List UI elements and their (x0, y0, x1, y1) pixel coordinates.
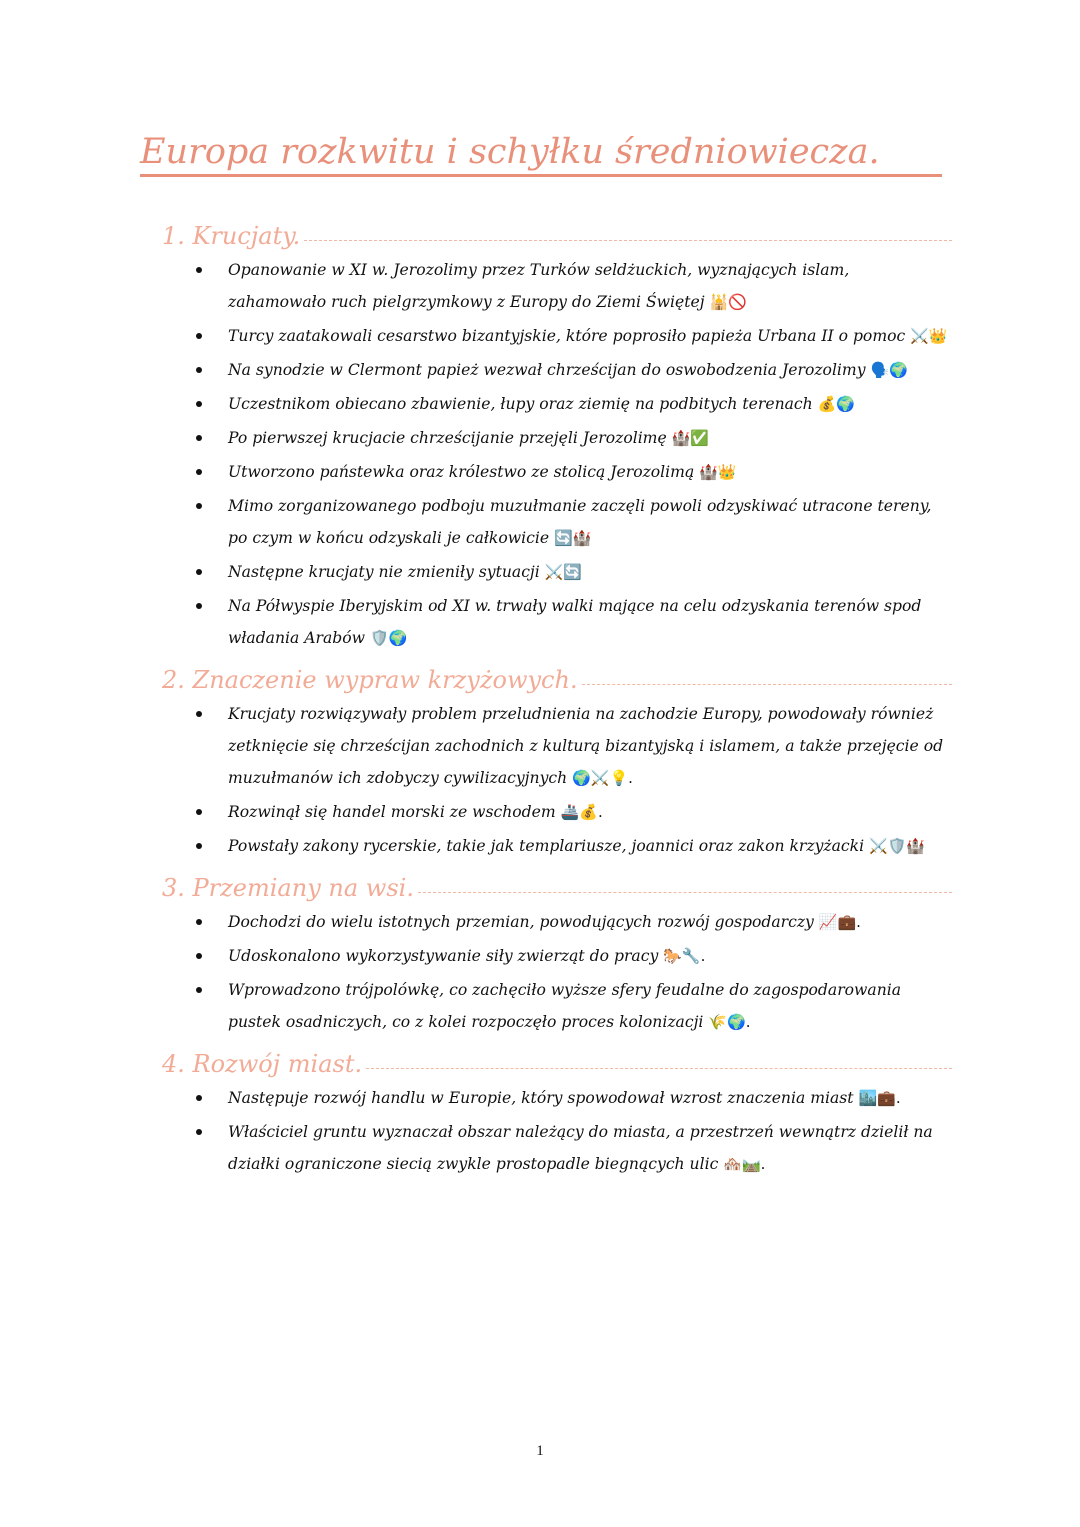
bullet-icon (196, 809, 202, 815)
document-title: Europa rozkwitu i schyłku średniowiecza. (140, 132, 942, 177)
list-item (162, 556, 952, 588)
section-heading-text: 4. Rozwój miast. (162, 1050, 363, 1078)
list-item (162, 422, 952, 454)
emoji-icons: 🏙️💼. (858, 1089, 901, 1107)
emoji-icons: 🌍⚔️💡. (572, 769, 633, 787)
emoji-icons: 🏘️🛤️. (723, 1155, 766, 1173)
list-item (162, 354, 952, 386)
bullet-icon (196, 569, 202, 575)
list-item (162, 254, 952, 318)
bullet-icon (196, 435, 202, 441)
list-item-text: Następne krucjaty nie zmieniły sytuacji (228, 563, 540, 581)
bullet-icon (196, 843, 202, 849)
section-heading (162, 864, 952, 902)
dashed-leader-line (418, 892, 952, 893)
emoji-icons: 🚢💰. (560, 803, 603, 821)
list-item-text: Turcy zaatakowali cesarstwo bizantyjskie, które poprosiło papieża Urbana II o pomoc (228, 327, 906, 345)
list-item (162, 388, 952, 420)
bullet-icon (196, 469, 202, 475)
list-item-text: Rozwinął się handel morski ze wschodem (228, 803, 556, 821)
bullet-icon (196, 603, 202, 609)
bullet-list (162, 1082, 952, 1180)
bullet-icon (196, 919, 202, 925)
list-item (162, 590, 952, 654)
bullet-list (162, 698, 952, 862)
list-item (162, 830, 952, 862)
bullet-icon (196, 1129, 202, 1135)
list-item-text: Mimo zorganizowanego podboju muzułmanie zaczęli powoli odzyskiwać utracone tereny, po czym w końcu odzyskali je całkowicie (228, 497, 932, 547)
bullet-icon (196, 367, 202, 373)
list-item (162, 796, 952, 828)
list-item-text: Uczestnikom obiecano zbawienie, łupy oraz ziemię na podbitych terenach (228, 395, 813, 413)
list-item-text: Krucjaty rozwiązywały problem przeludnienia na zachodzie Europy, powodowały również zetknięcie się chrześcijan zachodnich z kulturą bizantyjską i islamem, a także przejęcie od muzułmanów ich zdobyczy cywilizacyjnych (228, 705, 944, 787)
bullet-icon (196, 711, 202, 717)
section-heading-text: 1. Krucjaty. (162, 222, 301, 250)
section-heading (162, 656, 952, 694)
list-item-text: Opanowanie w XI w. Jerozolimy przez Turków seldżuckich, wyznających islam, zahamowało ruch pielgrzymkowy z Europy do Ziemi Świętej (228, 261, 850, 311)
emoji-icons: 🛡️🌍 (369, 629, 408, 647)
emoji-icons: 🌾🌍. (708, 1013, 751, 1031)
list-item-text: Na Półwyspie Iberyjskim od XI w. trwały walki mające na celu odzyskania terenów spod władania Arabów (228, 597, 922, 647)
list-item (162, 974, 952, 1038)
bullet-list (162, 254, 952, 654)
bullet-icon (196, 987, 202, 993)
section-heading (162, 1040, 952, 1078)
emoji-icons: 🐎🔧. (663, 947, 706, 965)
list-item-text: Następuje rozwój handlu w Europie, który spowodował wzrost znaczenia miast (228, 1089, 854, 1107)
bullet-icon (196, 267, 202, 273)
section-heading-text: 3. Przemiany na wsi. (162, 874, 414, 902)
list-item-text: Po pierwszej krucjacie chrześcijanie przejęli Jerozolimę (228, 429, 667, 447)
list-item (162, 490, 952, 554)
list-item-text: Utworzono państewka oraz królestwo ze stolicą Jerozolimą (228, 463, 695, 481)
list-item (162, 1116, 952, 1180)
list-item (162, 320, 952, 352)
list-item-text: Udoskonalono wykorzystywanie siły zwierząt do pracy (228, 947, 659, 965)
bullet-icon (196, 401, 202, 407)
list-item (162, 456, 952, 488)
document-body (162, 212, 952, 1182)
emoji-icons: ⚔️🛡️🏰 (869, 837, 926, 855)
section-heading-text: 2. Znaczenie wypraw krzyżowych. (162, 666, 578, 694)
emoji-icons: 🕌🚫 (709, 293, 747, 311)
list-item (162, 698, 952, 794)
list-item-text: Dochodzi do wielu istotnych przemian, powodujących rozwój gospodarczy (228, 913, 814, 931)
list-item-text: Na synodzie w Clermont papież wezwał chrześcijan do oswobodzenia Jerozolimy (228, 361, 866, 379)
list-item-text: Wprowadzono trójpolówkę, co zachęciło wyższe sfery feudalne do zagospodarowania pustek osadniczych, co z kolei rozpoczęło proces kolonizacji (228, 981, 902, 1031)
list-item (162, 1082, 952, 1114)
section-heading (162, 212, 952, 250)
bullet-icon (196, 953, 202, 959)
list-item-text: Właściciel gruntu wyznaczał obszar należący do miasta, a przestrzeń wewnątrz dzielił na działki ograniczone siecią zwykle prostopadle biegnących ulic (228, 1123, 933, 1173)
emoji-icons: ⚔️🔄 (544, 563, 583, 581)
emoji-icons: 🏰👑 (699, 463, 737, 481)
emoji-icons: 📈💼. (818, 913, 861, 931)
list-item (162, 940, 952, 972)
emoji-icons: 💰🌍 (817, 395, 856, 413)
list-item (162, 906, 952, 938)
bullet-icon (196, 1095, 202, 1101)
dashed-leader-line (304, 240, 952, 241)
dashed-leader-line (366, 1068, 952, 1069)
bullet-icon (196, 333, 202, 339)
bullet-icon (196, 503, 202, 509)
dashed-leader-line (582, 684, 952, 685)
bullet-list (162, 906, 952, 1038)
emoji-icons: 🏰✅ (671, 429, 710, 447)
list-item-text: Powstały zakony rycerskie, takie jak templariusze, joannici oraz zakon krzyżacki (228, 837, 865, 855)
emoji-icons: ⚔️👑 (910, 327, 948, 345)
page-number: 1 (536, 1443, 544, 1459)
emoji-icons: 🔄🏰 (554, 529, 592, 547)
emoji-icons: 🗣️🌍 (870, 361, 908, 379)
